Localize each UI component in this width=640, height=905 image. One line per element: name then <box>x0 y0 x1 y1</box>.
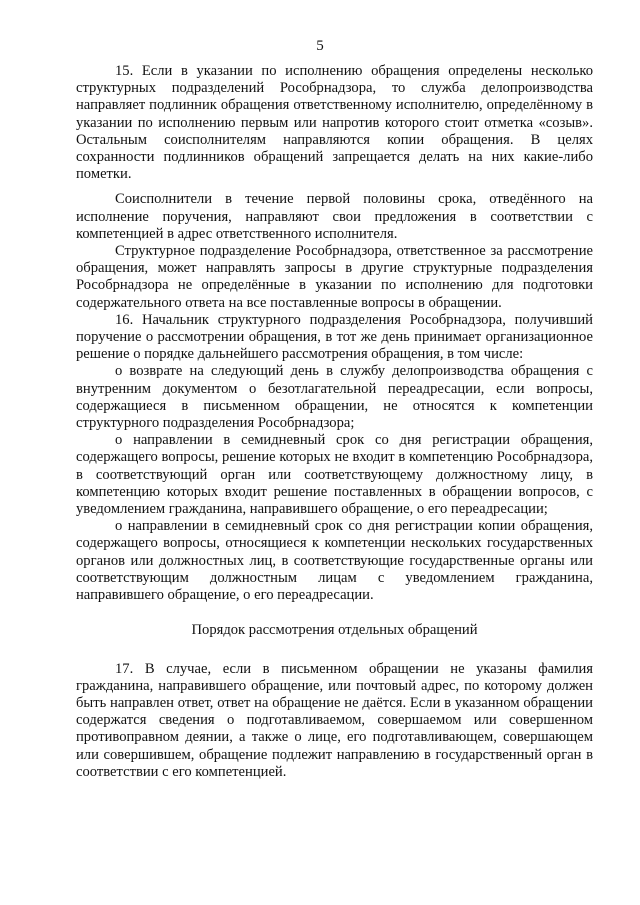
paragraph-16: 16. Начальник структурного подразделения Рособрнадзора, получивший поручение о рассмотрении обращения, в тот же день принимает организационное решение о порядке дальнейшего рассмотрения обращения, в том числе: <box>76 311 593 363</box>
paragraph-structural-unit: Структурное подразделение Рособрнадзора, ответственное за рассмотрение обращения, может направлять запросы в другие структурные подразделения Рособрнадзора не определённые в указании по исполнению для подготовки содержательного ответа на все поставленные вопросы в обращении. <box>76 243 593 311</box>
list-item-return: о возврате на следующий день в службу делопроизводства обращения с внутренним документом о безотлагательной переадресации, если вопросы, содержащиеся в письменном обращении, не относятся к компетенции структурного подразделения Рособрнадзора; <box>76 363 593 432</box>
paragraph-15: 15. Если в указании по исполнению обращения определены несколько структурных подразделений Рособрнадзора, то служба делопроизводства направляет подлинник обращения ответственному исполнителю, определённому в указании по исполнению первым или напротив которого стоит отметка «созыв». Остальным соисполнителям направляются копии обращения. В целях сохранности подлинников обращений запрещается делать на них какие-либо пометки. <box>76 63 593 183</box>
paragraph-17: 17. В случае, если в письменном обращении не указаны фамилия гражданина, направившего обращение, или почтовый адрес, по которому должен быть направлен ответ, ответ на обращение не даётся. Если в указанном обращении содержатся сведения о подготавливаемом, совершаемом или совершенном противоправном деянии, а также о лице, его подготавливающем, совершающем или совершившем, обращение подлежит направлению в государственный орган в соответствии с его компетенцией. <box>76 660 593 780</box>
list-item-redirect: о направлении в семидневный срок со дня регистрации обращения, содержащего вопросы, решение которых не входит в компетенцию Рособрнадзора, в соответствующий орган или соответствующему должностному лицу, в компетенцию которых входит решение поставленных в обращении вопросов, с уведомлением гражданина, направившего обращение, о его переадресации; <box>76 432 593 518</box>
list-item-copy-redirect: о направлении в семидневный срок со дня регистрации копии обращения, содержащего вопросы, относящиеся к компетенции нескольких государственных органов или должностных лиц, в соответствующие государственные органы или соответствующим должностным лицам с уведомлением гражданина, направившего обращение, о его переадресации. <box>76 518 593 604</box>
page-number: 5 <box>316 38 324 54</box>
document-body <box>76 63 593 781</box>
paragraph-coexecutors: Соисполнители в течение первой половины срока, отведённого на исполнение поручения, направляют свои предложения в соответствии с компетенцией в адрес ответственного исполнителя. <box>76 191 593 242</box>
section-heading: Порядок рассмотрения отдельных обращений <box>191 622 478 639</box>
